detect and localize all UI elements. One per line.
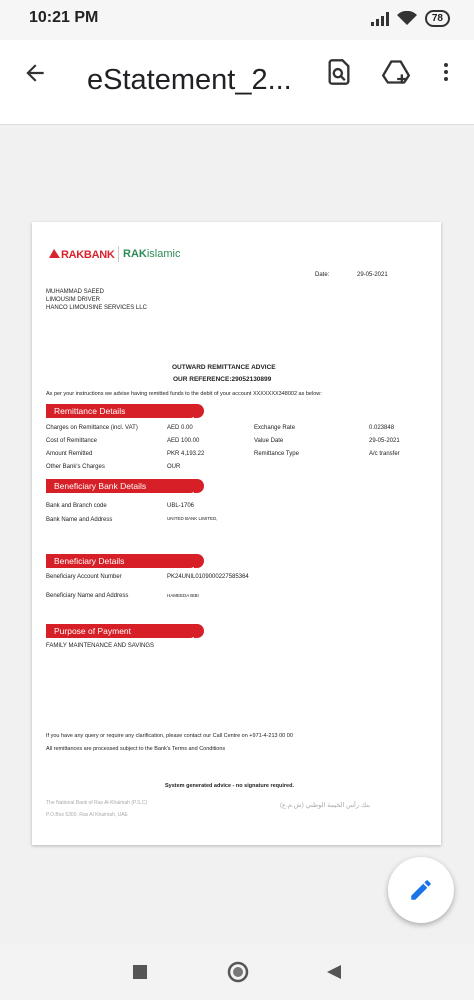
addressee-line: MUHAMMAD SAEED <box>46 289 105 295</box>
row-label: Beneficiary Name and Address <box>46 593 129 599</box>
rakislamic-logo-bold: RAK <box>123 248 147 260</box>
row-value: A/c transfer <box>369 451 400 457</box>
system-nav-bar <box>0 943 474 1000</box>
rakbank-logo <box>48 248 115 261</box>
row-label: Amount Remitted <box>46 451 93 457</box>
back-triangle-icon[interactable] <box>326 964 342 980</box>
reference-number: OUR REFERENCE:29052130899 <box>173 376 272 383</box>
addressee-line: HANCO LIMOUSINE SERVICES LLC <box>46 305 147 311</box>
logo-divider <box>118 246 119 262</box>
date-label: Date: <box>315 272 330 278</box>
date-value: 29-05-2021 <box>357 272 388 278</box>
row-value: PKR 4,193.22 <box>167 451 205 457</box>
purpose-value: FAMILY MAINTENANCE AND SAVINGS <box>46 643 155 649</box>
row-label: Other Bank's Charges <box>46 464 105 470</box>
row-label: Bank Name and Address <box>46 517 113 523</box>
add-to-drive-icon[interactable] <box>382 58 410 86</box>
document-page[interactable] <box>32 222 441 845</box>
status-time: 10:21 PM <box>29 9 99 26</box>
intro-text: As per your instructions we advise having remitted funds to the debit of your account XXXXXXX348002 as below: <box>46 391 322 397</box>
more-vert-icon[interactable] <box>434 58 458 86</box>
row-label: Cost of Remittance <box>46 438 98 444</box>
row-value: AED 0.00 <box>167 425 193 431</box>
doc-search-icon[interactable] <box>325 58 353 86</box>
rakislamic-logo-light: islamic <box>146 248 181 260</box>
rakbank-mark-icon <box>48 248 61 259</box>
row-value: 0.023848 <box>369 425 395 431</box>
row-label: Value Date <box>254 438 284 444</box>
document-title: eStatement_2... <box>87 64 292 96</box>
row-value: HAMEEDA BIBI <box>167 593 199 598</box>
home-icon[interactable] <box>227 961 249 983</box>
pencil-icon <box>408 877 434 903</box>
battery-indicator: 78 <box>425 10 450 27</box>
row-value: UNITED BANK LIMITED, <box>167 516 218 521</box>
status-bar <box>0 0 474 40</box>
section-header-purpose: Purpose of Payment <box>46 624 198 638</box>
app-bar <box>0 40 474 125</box>
signal-icon <box>371 12 389 26</box>
row-label: Charges on Remittance (incl. VAT) <box>46 425 138 431</box>
row-label: Beneficiary Account Number <box>46 574 122 580</box>
advice-title: OUTWARD REMITTANCE ADVICE <box>172 364 276 371</box>
section-header-remittance: Remittance Details <box>46 404 198 418</box>
system-note: System generated advice - no signature required. <box>165 783 294 789</box>
query-text: If you have any query or require any clarification, please contact our Call Centre on +971-4-213 00 00 <box>46 733 293 739</box>
footer-address: P.O.Box 5300, Ras Al Khaimah, UAE <box>46 812 128 818</box>
row-value: PK24UNIL0109000227585364 <box>167 574 249 580</box>
row-label: Bank and Branch code <box>46 503 107 509</box>
row-value: AED 100.00 <box>167 438 200 444</box>
terms-text: All remittances are processed subject to the Bank's Terms and Conditions <box>46 746 226 752</box>
edit-button[interactable] <box>388 857 454 923</box>
arrow-left-icon[interactable] <box>22 60 48 86</box>
wifi-icon <box>397 11 417 26</box>
row-value: UBL-1706 <box>167 503 195 509</box>
section-header-beneficiary: Beneficiary Details <box>46 554 198 568</box>
row-value: OUR <box>167 464 181 470</box>
row-value: 29-05-2021 <box>369 438 400 444</box>
rakislamic-logo <box>123 248 180 260</box>
row-label: Exchange Rate <box>254 425 296 431</box>
section-header-bank: Beneficiary Bank Details <box>46 479 198 493</box>
status-icons <box>371 10 450 27</box>
footer-arabic-name: بنك رأس الخيمة الوطني (ش.م.ع) <box>280 802 371 809</box>
rakbank-logo-text: RAKBANK <box>61 249 115 261</box>
recents-icon[interactable] <box>132 964 148 980</box>
footer-bank-name: The National Bank of Ras Al-Khaimah (P.S.C) <box>46 800 148 806</box>
addressee-line: LIMOUSIM DRIVER <box>46 297 101 303</box>
row-label: Remittance Type <box>254 451 299 457</box>
